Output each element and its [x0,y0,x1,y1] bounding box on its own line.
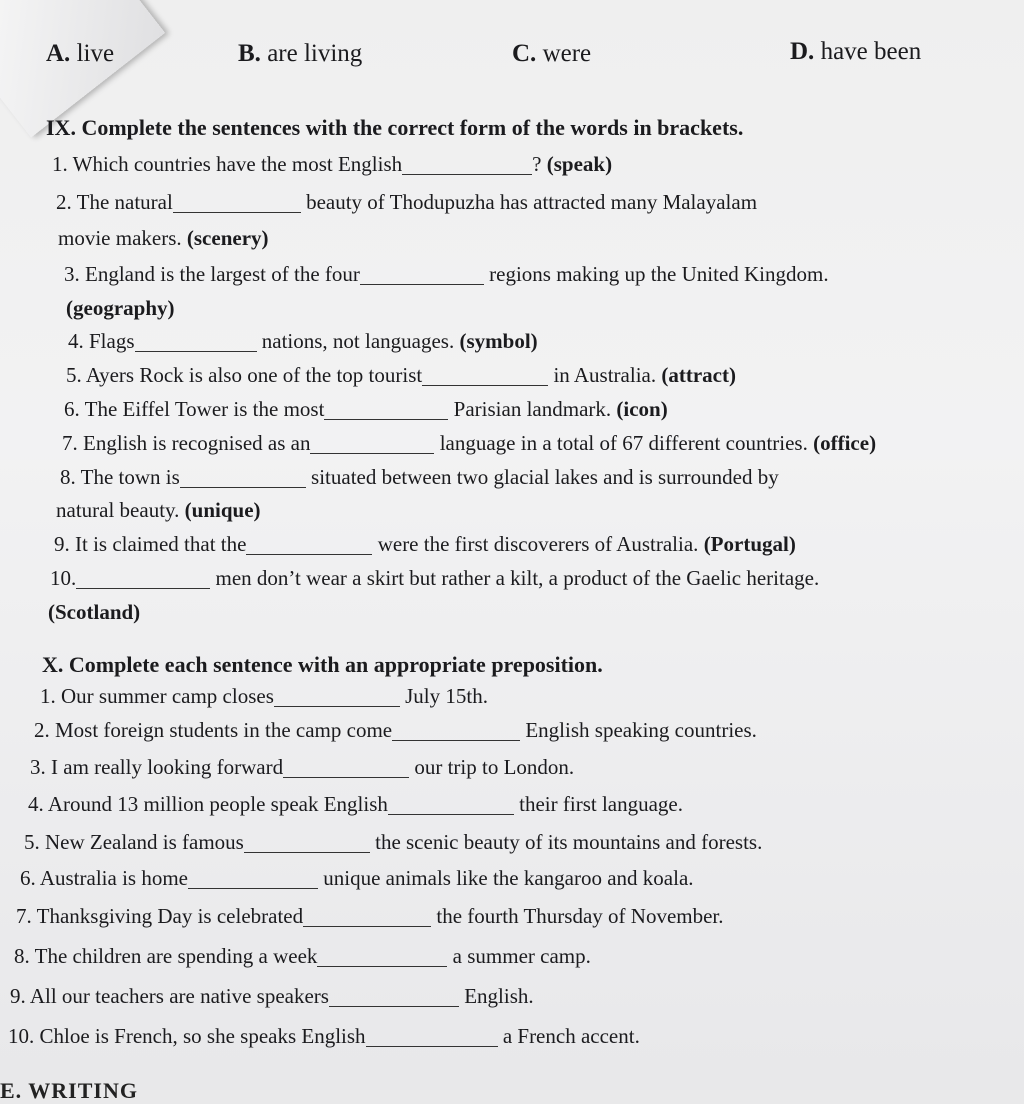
s9-item-6: 6. The Eiffel Tower is the most Parisian landmark. (icon) [64,397,668,421]
s10-item-10: 10. Chloe is French, so she speaks English a French accent. [8,1024,640,1048]
section-9-heading: IX. Complete the sentences with the correct form of the words in brackets. [46,115,744,140]
s9-item-8: 8. The town is situated between two glacial lakes and is surrounded by [60,465,779,489]
s9-item-2: 2. The natural beauty of Thodupuzha has attracted many Malayalam [56,190,758,214]
s10-item-6: 6. Australia is home unique animals like the kangaroo and koala. [20,866,694,890]
s10-item-9: 9. All our teachers are native speakers English. [10,984,534,1008]
section-10-heading: X. Complete each sentence with an appropriate preposition. [42,652,603,677]
option-a: A. live [46,40,115,67]
option-c: C. were [512,40,592,67]
s9-item-10: 10. men don’t wear a skirt but rather a kilt, a product of the Gaelic heritage. [50,566,820,590]
s10-item-5: 5. New Zealand is famous the scenic beauty of its mountains and forests. [24,830,763,854]
s9-item-4: 4. Flags nations, not languages. (symbol) [68,329,538,353]
s9-item-3-cont: (geography) [66,296,175,320]
s9-item-1: 1. Which countries have the most English ? (speak) [52,152,613,176]
s9-item-3: 3. England is the largest of the four regions making up the United Kingdom. [64,262,829,286]
s9-item-10-cont: (Scotland) [48,600,141,624]
s10-item-1: 1. Our summer camp closes July 15th. [40,684,488,708]
s10-item-4: 4. Around 13 million people speak English their first language. [28,792,683,816]
option-b: B. are living [238,40,363,67]
s9-item-7: 7. English is recognised as an language in a total of 67 different countries. (office) [62,431,877,455]
s9-item-8-cont: natural beauty. (unique) [56,498,261,522]
s9-item-2-cont: movie makers. (scenery) [58,226,269,250]
s10-item-7: 7. Thanksgiving Day is celebrated the fourth Thursday of November. [16,904,724,928]
option-d: D. have been [790,38,922,65]
s10-item-2: 2. Most foreign students in the camp come English speaking countries. [34,718,757,742]
s10-item-3: 3. I am really looking forward our trip to London. [30,755,575,779]
s9-item-5: 5. Ayers Rock is also one of the top tourist in Australia. (attract) [66,363,736,387]
next-section-heading-cutoff: E. WRITING [0,1078,138,1103]
s10-item-8: 8. The children are spending a week a summer camp. [14,944,591,968]
s9-item-9: 9. It is claimed that the were the first discoverers of Australia. (Portugal) [54,532,796,556]
